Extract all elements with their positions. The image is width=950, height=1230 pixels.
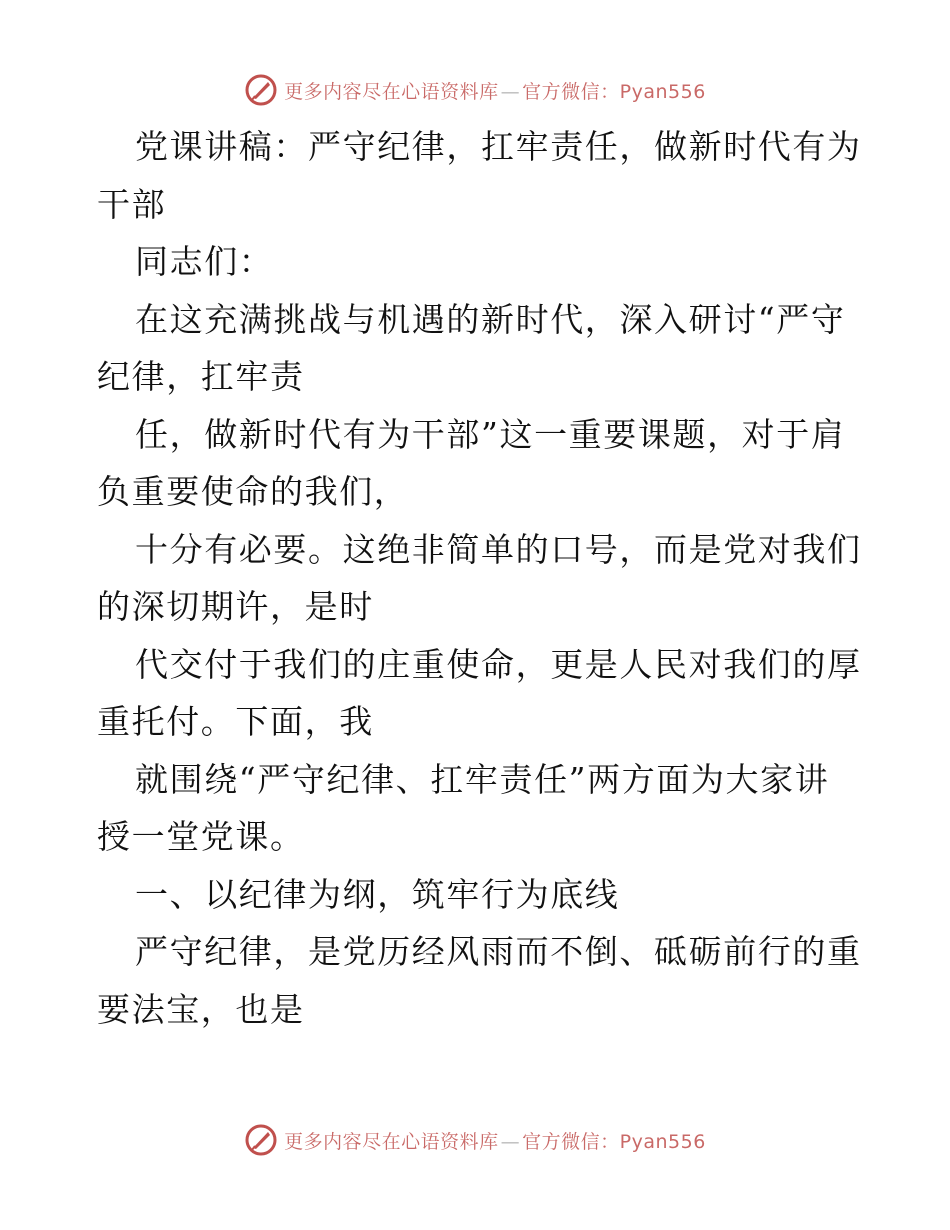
text-line: 就围绕“严守纪律、扛牢责任”两方面为大家讲 [135,759,830,799]
text-line: 十分有必要。这绝非简单的口号，而是党对我们 [135,529,862,569]
document-body [97,118,862,1038]
text-line: 任，做新时代有为干部”这一重要课题，对于肩 [135,414,846,454]
text-line: 党课讲稿：严守纪律，扛牢责任，做新时代有为 [135,127,862,166]
text-line: 纪律，扛牢责 [97,357,305,396]
footer-watermark [0,1120,950,1160]
watermark-text: 更多内容尽在心语资料库 — 官方微信：Pyan556 [284,80,706,103]
text-line: 干部 [97,184,167,224]
text-line: 一、以纪律为纲，筑牢行为底线 [135,874,620,914]
text-line: 的深切期许，是时 [97,587,374,626]
text-line: 负重要使命的我们， [97,472,409,511]
text-line: 严守纪律，是党历经风雨而不倒、砥砺前行的重 [135,932,862,971]
text-line: 同志们： [135,242,274,281]
text-line: 授一堂党课。 [97,817,305,856]
watermark-text: 更多内容尽在心语资料库 — 官方微信：Pyan556 [284,1130,706,1153]
header-watermark [0,70,950,110]
quill-logo-icon [244,73,278,107]
text-line: 要法宝，也是 [97,989,305,1029]
text-line: 代交付于我们的庄重使命，更是人民对我们的厚 [135,644,862,684]
quill-logo-icon [244,1123,278,1157]
text-line: 在这充满挑战与机遇的新时代，深入研讨“严守 [135,299,846,339]
text-line: 重托付。下面，我 [97,702,374,741]
